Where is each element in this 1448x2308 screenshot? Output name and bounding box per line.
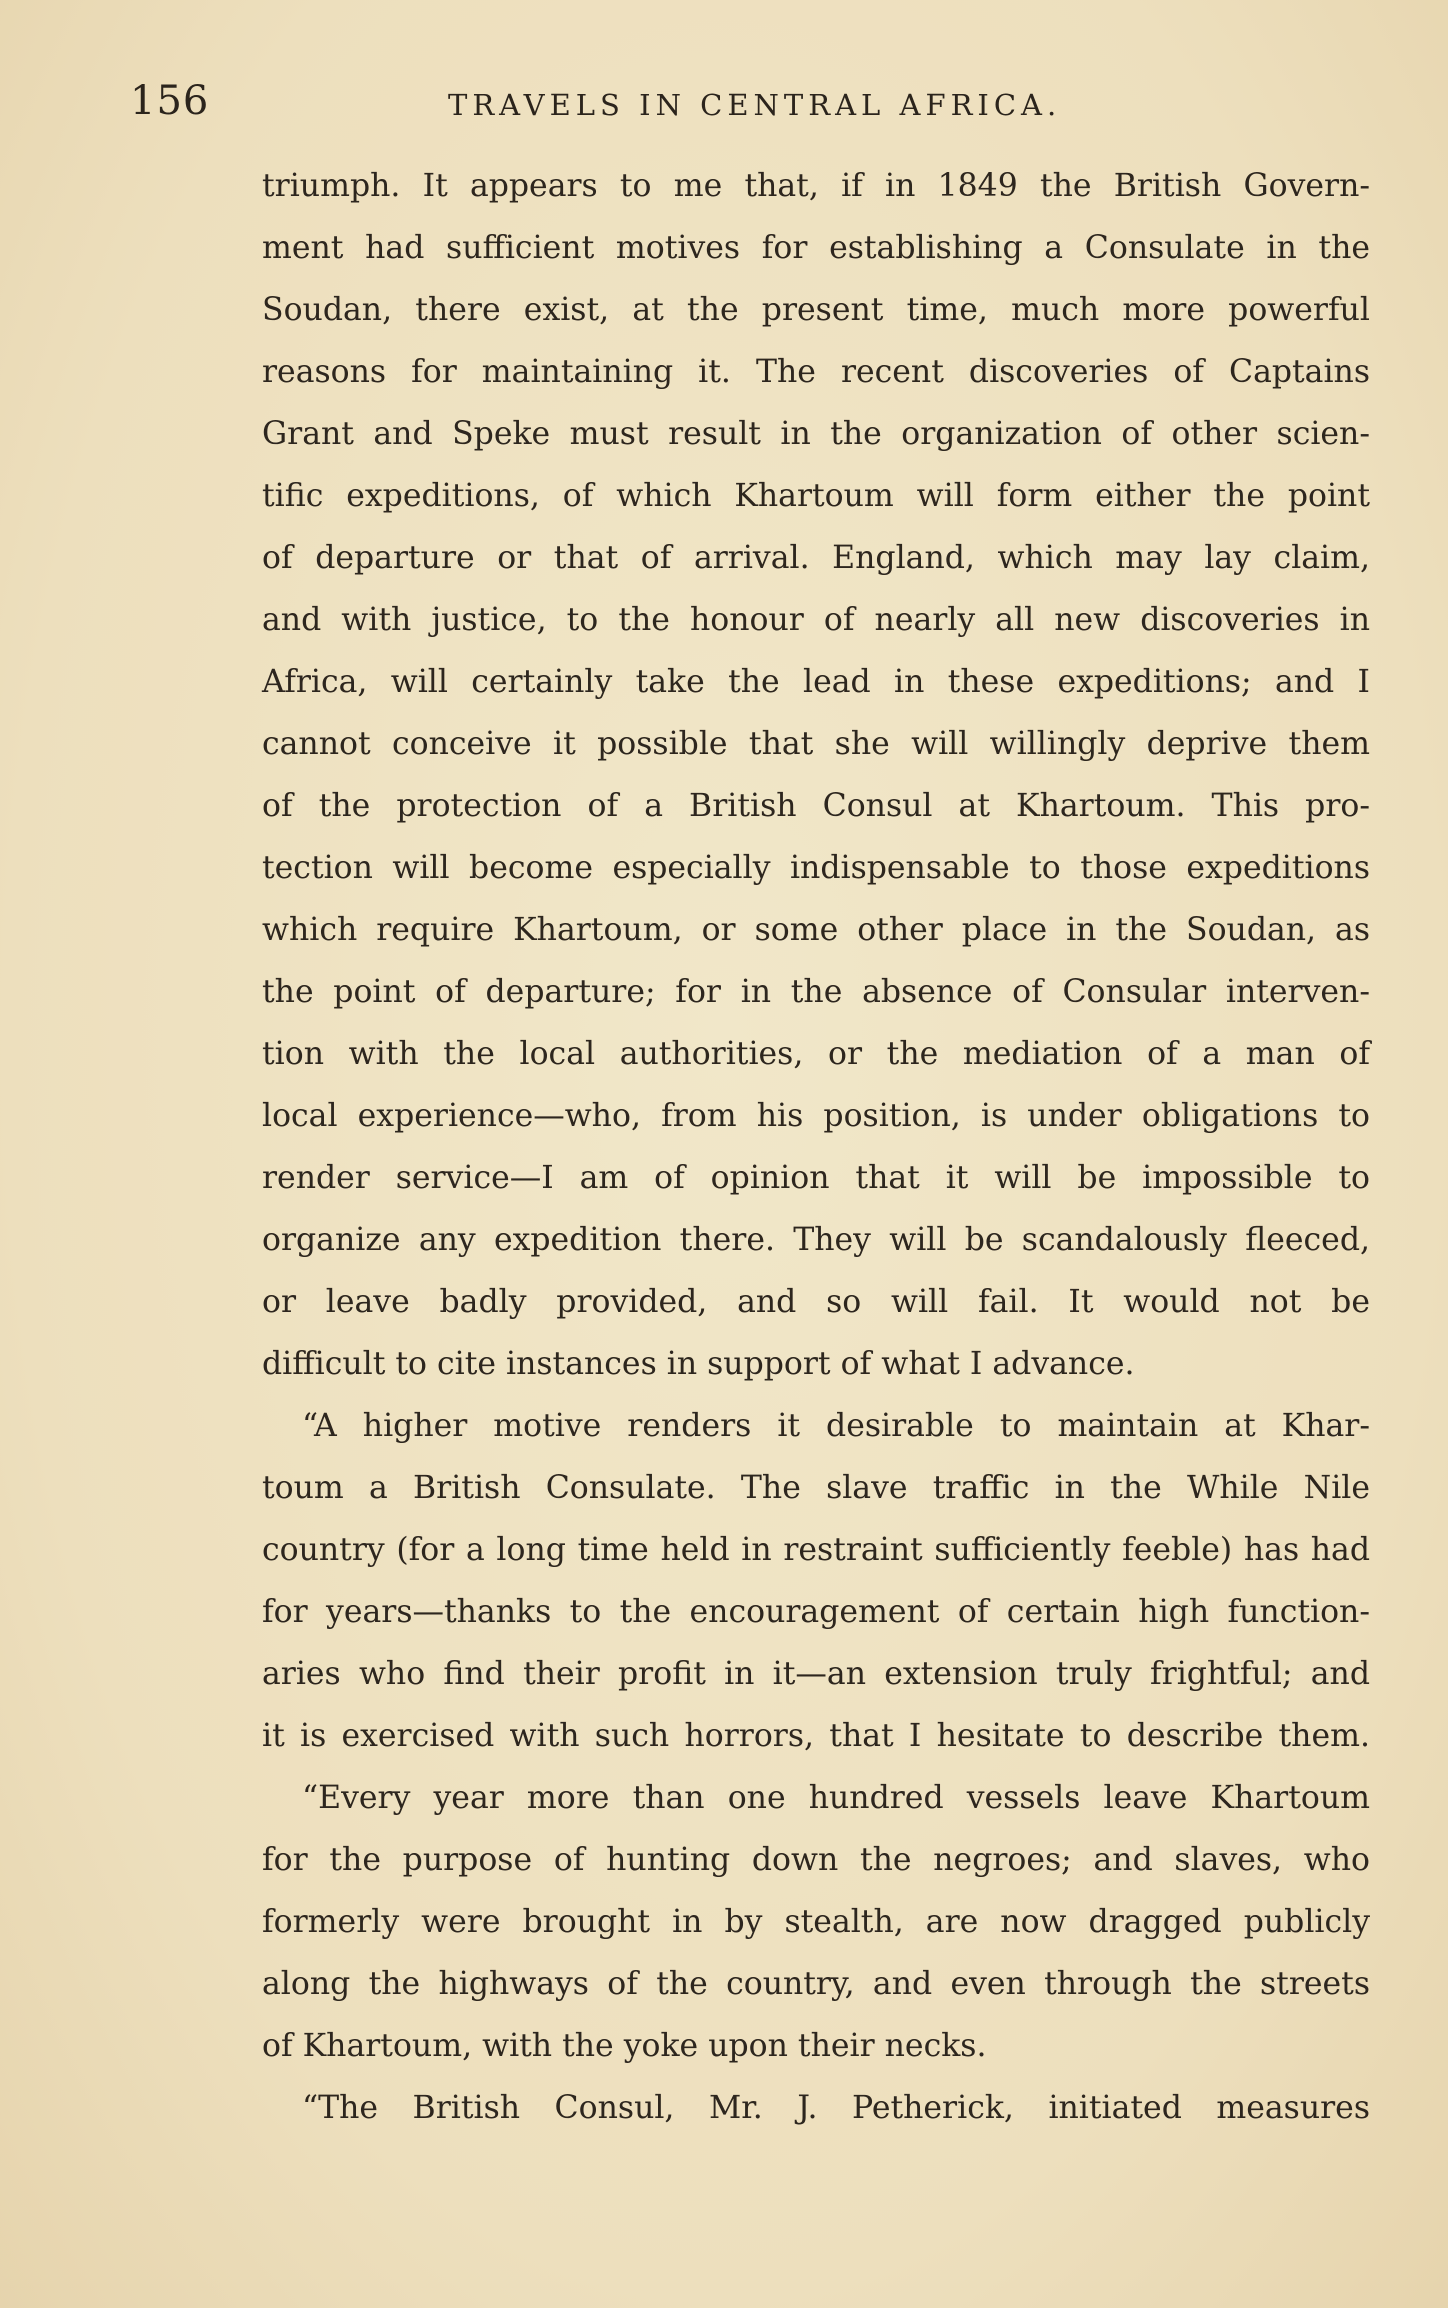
text-line: for years—thanks to the encouragement of certain high function-	[262, 1594, 1370, 1630]
text-line: tection will become especially indispensable to those expeditions	[262, 850, 1370, 886]
text-line: of Khartoum, with the yoke upon their necks.	[262, 2028, 987, 2064]
text-line: of departure or that of arrival. England, which may lay claim,	[262, 540, 1370, 576]
text-line: or leave badly provided, and so will fail. It would not be	[262, 1284, 1370, 1320]
text-line: Soudan, there exist, at the present time, much more powerful	[262, 292, 1370, 328]
text-line: render service—I am of opinion that it will be impossible to	[262, 1160, 1370, 1196]
text-line: tific expeditions, of which Khartoum will form either the point	[262, 478, 1370, 514]
text-line: it is exercised with such horrors, that I hesitate to describe them.	[262, 1718, 1370, 1754]
text-line: country (for a long time held in restraint sufficiently feeble) has had	[262, 1532, 1370, 1568]
text-line: triumph. It appears to me that, if in 1849 the British Govern-	[262, 168, 1370, 204]
text-line: which require Khartoum, or some other place in the Soudan, as	[262, 912, 1370, 948]
paragraph-start-line: “Every year more than one hundred vessels leave Khartoum	[302, 1780, 1370, 1816]
body-text	[262, 155, 1370, 2139]
paragraph-start-line: “The British Consul, Mr. J. Petherick, initiated measures	[302, 2090, 1370, 2126]
text-line: formerly were brought in by stealth, are now dragged publicly	[262, 1904, 1370, 1940]
text-line: local experience—who, from his position, is under obligations to	[262, 1098, 1370, 1134]
text-line: cannot conceive it possible that she will willingly deprive them	[262, 726, 1370, 762]
text-line: ment had sufficient motives for establishing a Consulate in the	[262, 230, 1370, 266]
text-line: and with justice, to the honour of nearly all new discoveries in	[262, 602, 1370, 638]
paragraph-start-line: “A higher motive renders it desirable to maintain at Khar-	[302, 1408, 1370, 1444]
running-title: TRAVELS IN CENTRAL AFRICA.	[448, 88, 1062, 122]
page-number: 156	[130, 78, 210, 124]
text-line: of the protection of a British Consul at Khartoum. This pro-	[262, 788, 1370, 824]
page-header	[130, 78, 1370, 138]
text-line: reasons for maintaining it. The recent discoveries of Captains	[262, 354, 1370, 390]
text-line: organize any expedition there. They will be scandalously fleeced,	[262, 1222, 1370, 1258]
text-line: toum a British Consulate. The slave traffic in the While Nile	[262, 1470, 1370, 1506]
text-line: along the highways of the country, and even through the streets	[262, 1966, 1370, 2002]
text-line: tion with the local authorities, or the mediation of a man of	[262, 1036, 1370, 1072]
text-line: Grant and Speke must result in the organization of other scien-	[262, 416, 1370, 452]
text-line: for the purpose of hunting down the negroes; and slaves, who	[262, 1842, 1370, 1878]
text-line: Africa, will certainly take the lead in these expeditions; and I	[262, 664, 1370, 700]
text-line: difficult to cite instances in support of what I advance.	[262, 1346, 1135, 1382]
text-line: the point of departure; for in the absence of Consular interven-	[262, 974, 1370, 1010]
text-line: aries who find their profit in it—an extension truly frightful; and	[262, 1656, 1370, 1692]
